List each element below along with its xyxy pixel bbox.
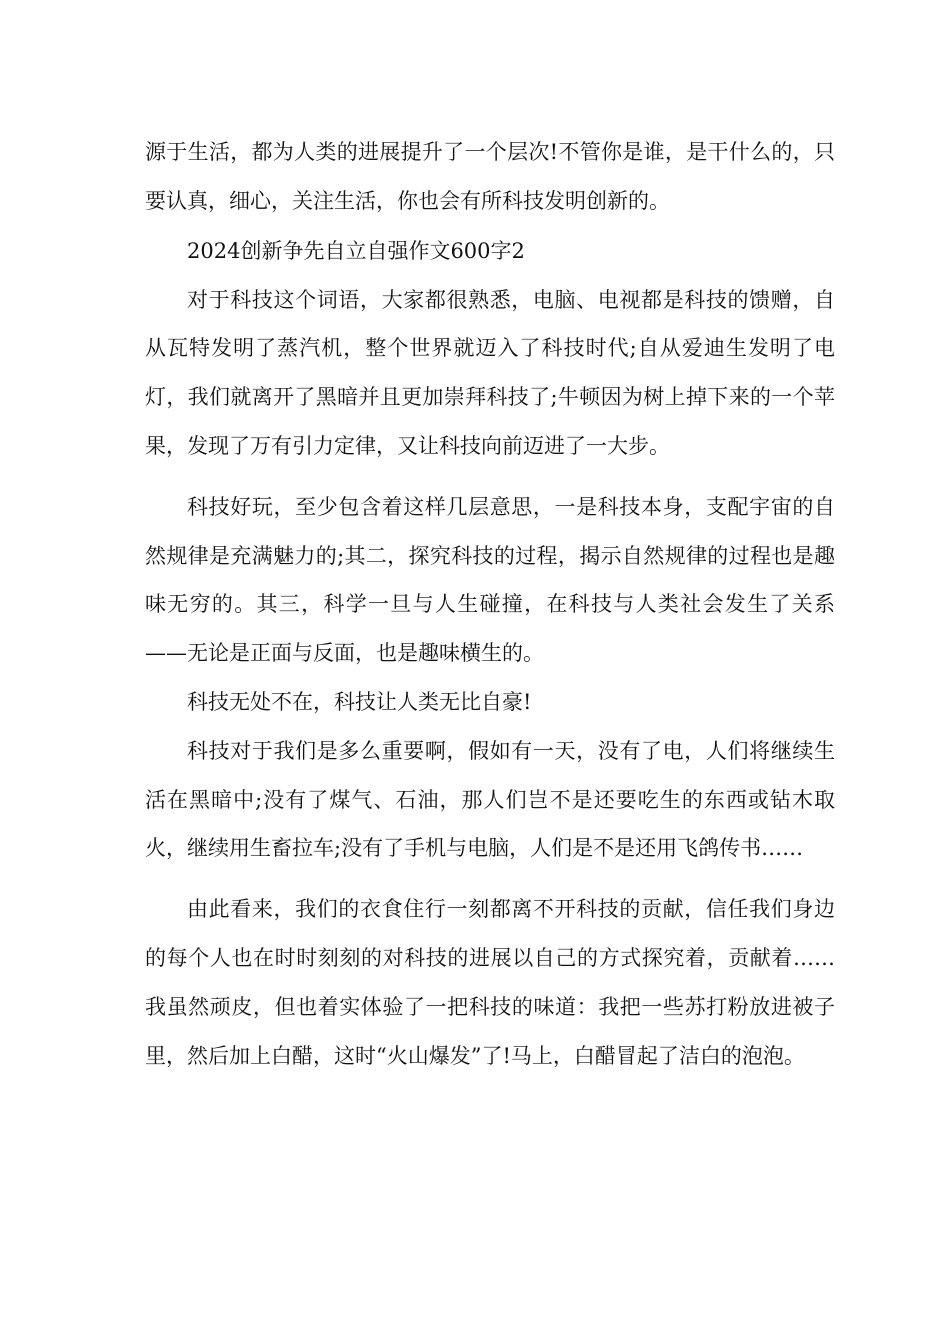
paragraph-tech-experiment: 由此看来，我们的衣食住行一刻都离不开科技的贡献，信任我们身边的每个人也在时时刻刻的对科技的进展以自己的方式探究着，贡献着……我虽然顽皮，但也着实体验了一把科技的味道：我把一些苏打粉放进被子里，然后加上白醋，这时“火山爆发”了!马上，白醋冒起了洁白的泡泡。	[145, 897, 835, 1068]
paragraph-tech-gifts: 对于科技这个词语，大家都很熟悉，电脑、电视都是科技的馈赠，自从瓦特发明了蒸汽机，整个世界就迈入了科技时代;自从爱迪生发明了电灯，我们就离开了黑暗并且更加崇拜科技了;牛顿因为树上掉下来的一个苹果，发现了万有引力定律，又让科技向前迈进了一大步。	[145, 287, 835, 458]
paragraph-tech-fun: 科技好玩，至少包含着这样几层意思，一是科技本身，支配宇宙的自然规律是充满魅力的;其二，探究科技的过程，揭示自然规律的过程也是趣味无穷的。其三，科学一旦与人生碰撞，在科技与人类社会发生了关系——无论是正面与反面，也是趣味横生的。	[145, 494, 835, 666]
document-page	[145, 128, 835, 1080]
essay-heading: 2024创新争先自立自强作文600字2	[187, 238, 525, 263]
paragraph-continuation: 源于生活，都为人类的进展提升了一个层次!不管你是谁，是干什么的，只要认真，细心，关注生活，你也会有所科技发明创新的。	[145, 140, 835, 213]
paragraph-tech-importance: 科技对于我们是多么重要啊，假如有一天，没有了电，人们将继续生活在黑暗中;没有了煤气、石油，那人们岂不是还要吃生的东西或钻木取火，继续用生畜拉车;没有了手机与电脑，人们是不是还用飞鸽传书……	[145, 738, 835, 861]
paragraph-tech-everywhere: 科技无处不在，科技让人类无比自豪!	[187, 689, 532, 714]
